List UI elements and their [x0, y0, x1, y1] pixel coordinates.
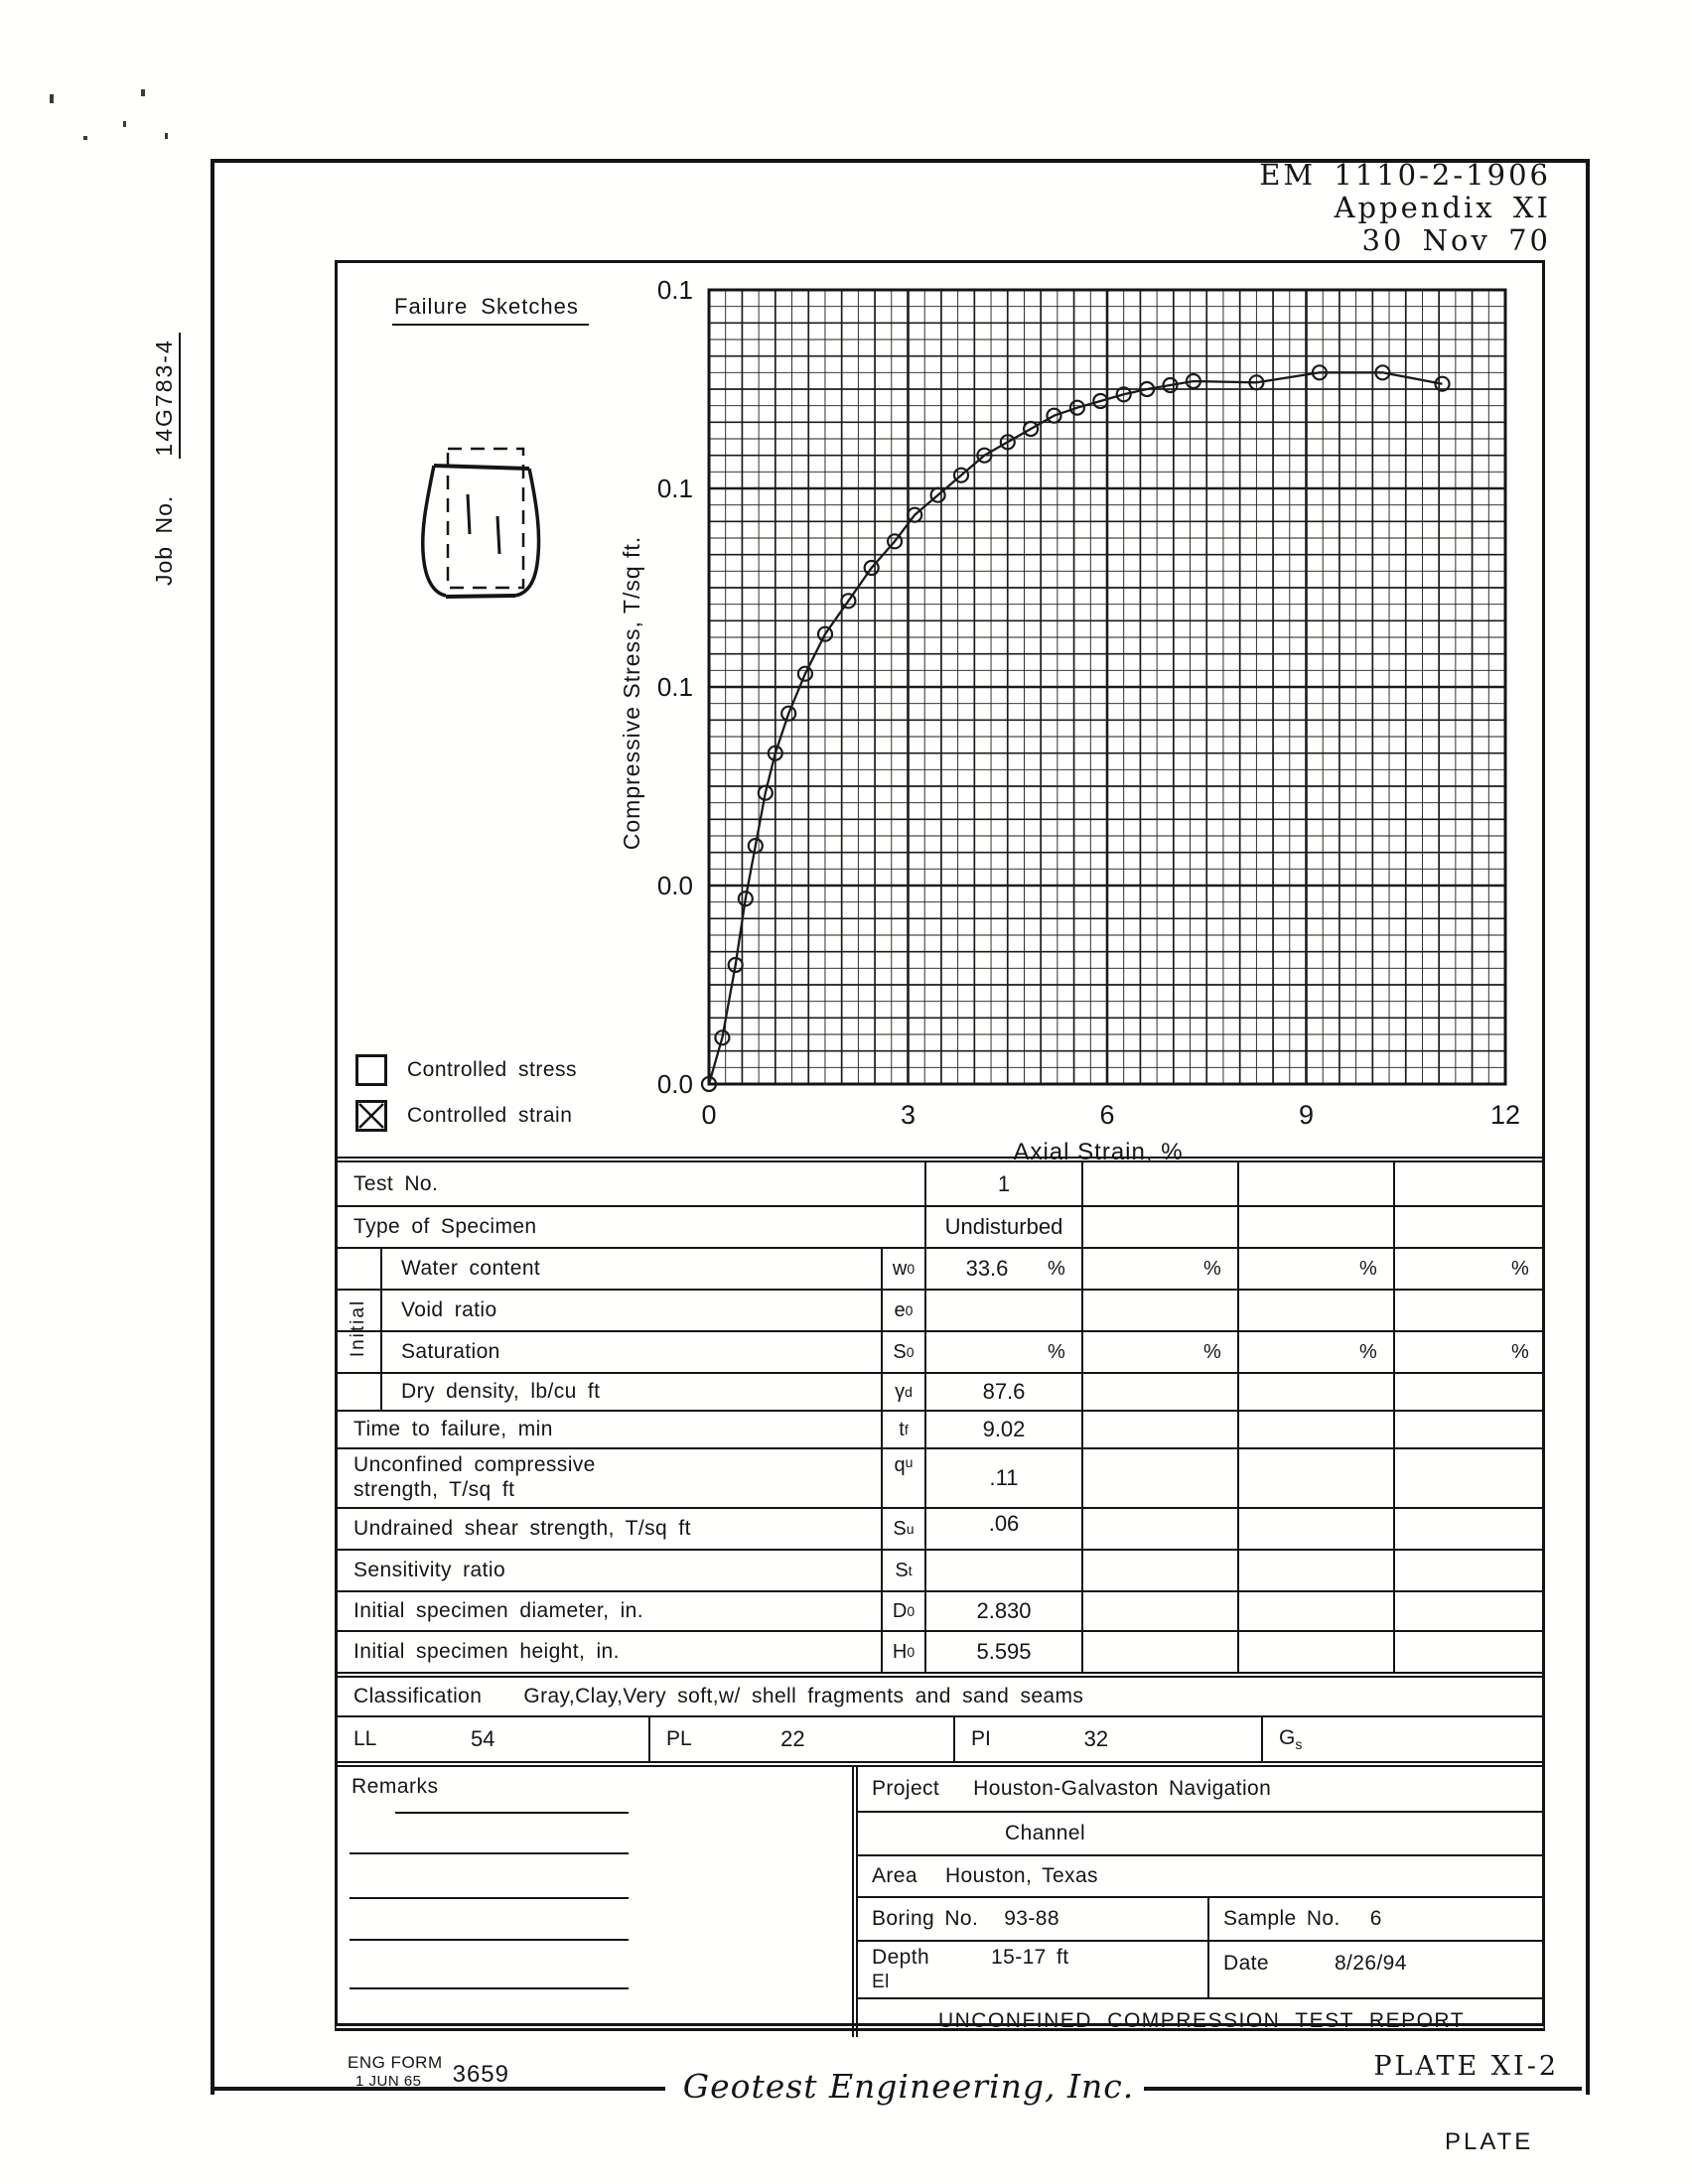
failure-sketches-title: Failure Sketches [392, 294, 589, 326]
header-date: 30 Nov 70 [1361, 223, 1551, 257]
row-symbol: D 0 [881, 1592, 924, 1630]
value-cell [924, 1551, 1081, 1590]
value-cell: % [1393, 1332, 1545, 1372]
area-value: Houston, Texas [944, 1864, 1098, 1887]
classification-label: Classification [353, 1685, 483, 1707]
value-cell [1081, 1592, 1237, 1630]
row-symbol: S t [881, 1551, 924, 1590]
row-symbol: γ d [881, 1374, 924, 1410]
eng-form-label: ENG FORM [348, 2053, 443, 2072]
value-cell [1081, 1632, 1237, 1672]
boring-sample-row [858, 1896, 1545, 1940]
value-cell [1237, 1509, 1393, 1549]
boring-label: Boring No. [872, 1907, 979, 1930]
table-row-saturation [338, 1330, 1545, 1372]
value-cell [924, 1291, 1081, 1330]
table-row-unconfined-strength [338, 1447, 1545, 1507]
legend-item-controlled-strain [355, 1100, 572, 1132]
row-label: Water content [401, 1257, 541, 1280]
svg-text:0.0: 0.0 [656, 871, 693, 900]
controlled-stress-checkbox [355, 1054, 387, 1086]
svg-text:Axial Strain, %: Axial Strain, % [1013, 1139, 1184, 1165]
value-cell: % [1237, 1332, 1393, 1372]
remarks-label: Remarks [352, 1775, 439, 1798]
row-label: Time to failure, min [353, 1418, 553, 1440]
svg-text:3: 3 [900, 1100, 916, 1130]
row-symbol: S u [881, 1509, 924, 1549]
scan-speck [165, 133, 168, 139]
value-cell [1393, 1449, 1545, 1507]
value-cell [1393, 1632, 1545, 1672]
value-cell: 9.02 [924, 1412, 1081, 1447]
scan-speck [83, 136, 87, 140]
svg-text:0.1: 0.1 [656, 474, 693, 503]
area-row [858, 1854, 1545, 1896]
table-row-specimen-diameter [338, 1590, 1545, 1630]
remarks-cell [338, 1767, 852, 2037]
elevation-label: El [872, 1972, 890, 1992]
crack-mark [497, 516, 499, 554]
row-label: Sensitivity ratio [353, 1559, 506, 1581]
frame-bottom-line-right [1144, 2087, 1582, 2091]
pi-value: 32 [1083, 1726, 1109, 1751]
table-row-test-no [338, 1162, 1545, 1205]
ll-value: 54 [470, 1726, 495, 1751]
pl-cell [648, 1717, 953, 1761]
date-value: 8/26/94 [1334, 1952, 1407, 1975]
value-cell [1237, 1592, 1393, 1630]
row-symbol: w 0 [881, 1249, 924, 1289]
value-cell [1081, 1374, 1237, 1410]
project-info-cell [852, 1767, 1545, 2037]
svg-text:12: 12 [1489, 1100, 1521, 1130]
depth-label: Depth [872, 1946, 930, 1969]
project-name-line2-row [858, 1811, 1545, 1854]
row-label: Dry density, lb/cu ft [401, 1380, 601, 1403]
row-label: Test No. [353, 1171, 439, 1195]
remarks-rule [350, 1939, 629, 1941]
scan-speck [141, 89, 145, 96]
remarks-rule [350, 1852, 629, 1854]
header-em-number: EM 1110-2-1906 [1259, 158, 1551, 192]
svg-text:0.1: 0.1 [656, 275, 693, 305]
controlled-stress-label: Controlled stress [407, 1058, 578, 1081]
controlled-strain-label: Controlled strain [407, 1104, 573, 1127]
row-symbol: S 0 [881, 1332, 924, 1372]
row-label: Void ratio [401, 1298, 497, 1321]
value-cell [1081, 1291, 1237, 1330]
value-cell [1237, 1551, 1393, 1590]
table-row-specimen-height [338, 1630, 1545, 1672]
report-title: UNCONFINED COMPRESSION TEST REPORT [937, 2009, 1466, 2032]
report-title-row [858, 1997, 1545, 2043]
job-number-value: 14G783-4 [151, 333, 181, 458]
value-cell [1393, 1162, 1545, 1205]
svg-text:0.0: 0.0 [656, 1069, 693, 1099]
x-mark-icon [358, 1103, 384, 1129]
table-row-specimen-type [338, 1205, 1545, 1247]
controlled-strain-checkbox [355, 1100, 387, 1132]
project-row [858, 1767, 1545, 1811]
document-header [993, 159, 1551, 257]
value-cell: 87.6 [924, 1374, 1081, 1410]
remarks-rule [350, 1987, 629, 1989]
value-cell [1237, 1291, 1393, 1330]
pi-cell [953, 1717, 1261, 1761]
plate-number: PLATE XI-2 [1373, 2051, 1559, 2082]
classification-row [338, 1672, 1545, 1715]
svg-text:6: 6 [1099, 1100, 1115, 1130]
value-cell [1237, 1207, 1393, 1247]
depth-value: 15-17 ft [991, 1946, 1069, 1969]
value-cell [1081, 1551, 1237, 1590]
sample-value: 6 [1369, 1907, 1382, 1930]
table-row-void-ratio [338, 1289, 1545, 1330]
project-label: Project [872, 1777, 940, 1800]
remarks-rule [350, 1897, 629, 1899]
project-name: Houston-Galvaston Navigation [973, 1777, 1272, 1800]
scan-speck [50, 94, 54, 103]
row-symbol: q u [881, 1449, 924, 1507]
value-cell [1237, 1632, 1393, 1672]
ll-cell [338, 1717, 648, 1761]
form-number: 3659 [452, 2061, 509, 2088]
value-cell: .11 [924, 1449, 1081, 1507]
scan-speck [123, 121, 126, 127]
value-cell [1081, 1509, 1237, 1549]
table-row-time-to-failure [338, 1410, 1545, 1447]
value-cell [1237, 1162, 1393, 1205]
value-cell [1237, 1449, 1393, 1507]
table-row-water-content [338, 1247, 1545, 1289]
value-cell [1393, 1291, 1545, 1330]
depth-date-row [858, 1940, 1545, 1997]
value-cell [1081, 1412, 1237, 1447]
value-cell: Undisturbed [924, 1207, 1081, 1247]
value-cell [1237, 1374, 1393, 1410]
pl-label: PL [666, 1727, 692, 1750]
company-signature: Geotest Engineering, Inc. [682, 2067, 1135, 2106]
value-cell [1393, 1207, 1545, 1247]
value-cell [1081, 1162, 1237, 1205]
value-cell [1393, 1412, 1545, 1447]
value-cell: 2.830 [924, 1592, 1081, 1630]
pi-label: PI [971, 1727, 991, 1750]
value-cell [1081, 1449, 1237, 1507]
sample-cell [1207, 1898, 1545, 1940]
crack-mark [468, 494, 470, 534]
value-cell: 1 [924, 1162, 1081, 1205]
svg-text:0.1: 0.1 [656, 672, 693, 702]
row-symbol: e 0 [881, 1291, 924, 1330]
svg-text:0: 0 [701, 1100, 717, 1130]
atterberg-limits-row [338, 1715, 1545, 1761]
value-cell [1393, 1374, 1545, 1410]
classification-value: Gray,Clay,Very soft,w/ shell fragments and sand seams [523, 1685, 1084, 1707]
row-label: Initial specimen diameter, in. [353, 1599, 643, 1622]
plate-word: PLATE [1445, 2128, 1534, 2155]
eng-form-date: 1 JUN 65 [355, 2073, 422, 2090]
row-label: Saturation [401, 1340, 500, 1363]
value-cell: % [1081, 1332, 1237, 1372]
job-number-label: Job No. [151, 494, 177, 586]
specimen-failure-sketch [412, 435, 551, 610]
pl-value: 22 [780, 1726, 805, 1751]
value-cell: % [1393, 1249, 1545, 1289]
value-cell [1393, 1509, 1545, 1549]
job-number [151, 220, 178, 586]
remarks-project-block [338, 1761, 1545, 2037]
row-label: Unconfined compressive strength, T/sq ft [353, 1453, 596, 1501]
value-cell: 33.6 % [924, 1249, 1081, 1289]
table-row-undrained-strength [338, 1507, 1545, 1549]
row-label: Type of Specimen [353, 1215, 537, 1238]
project-name-line2: Channel [1005, 1822, 1086, 1844]
ll-label: LL [353, 1727, 377, 1750]
svg-text:9: 9 [1298, 1100, 1315, 1130]
value-cell [1237, 1412, 1393, 1447]
value-cell: % [1081, 1249, 1237, 1289]
row-label: Undrained shear strength, T/sq ft [353, 1517, 691, 1540]
header-appendix: Appendix XI [1334, 191, 1551, 224]
value-cell: % [924, 1332, 1081, 1372]
sample-label: Sample No. [1223, 1907, 1340, 1930]
value-cell: % [1237, 1249, 1393, 1289]
table-row-dry-density [338, 1372, 1545, 1410]
remarks-rule [395, 1812, 629, 1814]
date-label: Date [1223, 1952, 1269, 1975]
value-cell [1393, 1551, 1545, 1590]
svg-text:Compressive Stress, T/sq ft.: Compressive Stress, T/sq ft. [619, 535, 644, 851]
legend-item-controlled-stress [355, 1054, 577, 1086]
eng-form-block [348, 2053, 509, 2091]
gs-cell [1261, 1717, 1545, 1761]
table-row-sensitivity [338, 1549, 1545, 1590]
row-symbol: H 0 [881, 1632, 924, 1672]
depth-cell [858, 1942, 1207, 1997]
initial-group-sidebar: Initial [338, 1247, 382, 1410]
test-data-table [338, 1157, 1545, 2037]
gs-label: $G_s$ [1279, 1725, 1303, 1753]
value-cell [1081, 1207, 1237, 1247]
date-cell [1207, 1942, 1545, 1997]
area-label: Area [872, 1864, 917, 1887]
value-cell [1393, 1592, 1545, 1630]
row-label: Initial specimen height, in. [353, 1640, 620, 1663]
value-cell: .06 [924, 1509, 1081, 1549]
boring-value: 93-88 [1004, 1907, 1059, 1930]
row-symbol: t f [881, 1412, 924, 1447]
value-cell: 5.595 [924, 1632, 1081, 1672]
boring-cell [858, 1898, 1207, 1940]
